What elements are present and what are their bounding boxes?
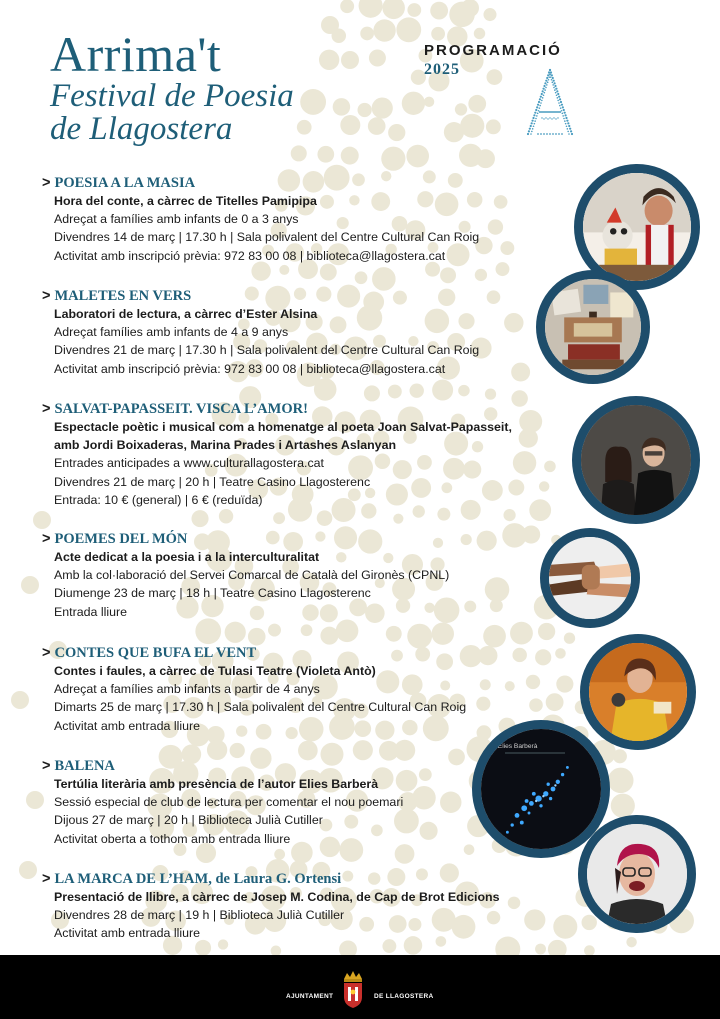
event-title [42, 530, 542, 548]
event-title [42, 757, 542, 775]
programme-label: PROGRAMACIÓ [424, 42, 562, 59]
event-title-text: POEMES DEL MÓN [54, 531, 188, 547]
festival-subtitle-line-2: de Llagostera [50, 111, 233, 147]
event-description: Contes i faules, a càrrec de Tulasi Teatre (Violeta Antò) [54, 664, 376, 678]
event-description: Espectacle poètic i musical com a homenatge al poeta Joan Salvat-Papasseit, [54, 420, 512, 434]
event-registration: Activitat amb inscripció prèvia: 972 83 00 08 | biblioteca@llagostera.cat [54, 248, 446, 263]
event-date-venue: Divendres 14 de març | 17.30 h | Sala polivalent del Centre Cultural Can Roig [54, 230, 480, 245]
event-registration: Activitat amb inscripció prèvia: 972 83 00 08 | biblioteca@llagostera.cat [54, 361, 446, 376]
arrow-marker-icon: > [42, 531, 51, 547]
event-description: Tertúlia literària amb presència de l’autor Elies Barberà [54, 777, 379, 791]
town-crest-icon [339, 969, 367, 1009]
event-poemes-del-mon [42, 530, 542, 621]
event-date-venue: Dijous 27 de març | 20 h | Biblioteca Julià Cutiller [54, 813, 323, 828]
event-audience: Adreçat a famílies amb infants a partir de 4 anys [54, 682, 320, 697]
event-description: Presentació de llibre, a càrrec de Josep M. Codina, de Cap de Brot Edicions [54, 890, 500, 904]
arrow-marker-icon: > [42, 871, 51, 887]
event-poesia-a-la-masia [42, 174, 542, 265]
footer-text-right: DE LLAGOSTERA [374, 993, 434, 1000]
photo-storyteller [580, 634, 696, 750]
photo-suitcases [536, 270, 650, 384]
event-price: Entrada: 10 € (general) | 6 € (reduïda) [54, 492, 263, 507]
event-audience: Adreçat famílies amb infants de 4 a 9 anys [54, 325, 289, 340]
event-description: Acte dedicat a la poesia i a la interculturalitat [54, 550, 320, 564]
event-date-venue: Divendres 28 de març | 19 h | Biblioteca Julià Cutiller [54, 908, 345, 923]
book-cover-author: Elies Barberà [497, 743, 538, 751]
festival-title: Arrima't [50, 26, 222, 82]
event-title [42, 400, 542, 418]
event-entry: Activitat amb entrada lliure [54, 926, 201, 941]
programme-year: 2025 [424, 61, 460, 78]
event-title [42, 870, 542, 888]
event-entry: Activitat amb entrada lliure [54, 718, 201, 733]
photo-joined-hands [540, 528, 640, 628]
arrow-marker-icon: > [42, 758, 51, 774]
event-title-text: LA MARCA DE L’HAM, de Laura G. Ortensi [54, 871, 342, 887]
event-collaboration: Amb la col·laboració del Servei Comarcal de Català del Gironès (CPNL) [54, 568, 450, 583]
event-entry: Activitat oberta a tothom amb entrada lliure [54, 831, 291, 846]
event-title-text: MALETES EN VERS [54, 288, 192, 304]
event-la-marca-de-lham [42, 870, 542, 943]
event-tickets: Entrades anticipades a www.culturallagostera.cat [54, 456, 324, 471]
event-date-venue: Divendres 21 de març | 17.30 h | Sala polivalent del Centre Cultural Can Roig [54, 343, 480, 358]
event-title [42, 174, 542, 192]
arrow-marker-icon: > [42, 645, 51, 661]
event-description: Hora del conte, a càrrec de Titelles Pamipipa [54, 194, 317, 208]
arrow-marker-icon: > [42, 175, 51, 191]
event-date-venue: Divendres 21 de març | 20 h | Teatre Casino Llagosterenc [54, 474, 371, 489]
event-title-text: SALVAT-PAPASSEIT. VISCA L’AMOR! [54, 401, 308, 417]
festival-title-block [50, 28, 294, 146]
event-salvat-papasseit [42, 400, 542, 509]
event-date-venue: Diumenge 23 de març | 18 h | Teatre Casino Llagosterenc [54, 586, 371, 601]
event-performers: amb Jordi Boixaderas, Marina Prades i Artashes Aslanyan [54, 438, 397, 453]
event-title-text: CONTES QUE BUFA EL VENT [54, 645, 257, 661]
event-maletes-en-vers [42, 287, 542, 378]
event-date-venue: Dimarts 25 de març | 17.30 h | Sala polivalent del Centre Cultural Can Roig [54, 700, 467, 715]
festival-subtitle-line-1: Festival de Poesia [50, 78, 294, 114]
event-description: Laboratori de lectura, a càrrec d’Ester Alsina [54, 307, 318, 321]
event-title [42, 644, 542, 662]
event-balena [42, 757, 542, 848]
event-contes-que-bufa-el-vent [42, 644, 542, 735]
footer-bar [0, 955, 720, 1019]
dotted-letter-a-icon [522, 66, 578, 138]
footer-text-left: AJUNTAMENT [286, 993, 334, 1000]
event-title-text: POESIA A LA MASIA [54, 175, 196, 191]
event-audience: Adreçat a famílies amb infants de 0 a 3 anys [54, 212, 299, 227]
event-title-text: BALENA [54, 758, 115, 774]
photo-performers-portrait [572, 396, 700, 524]
event-entry: Entrada lliure [54, 604, 128, 619]
event-title [42, 287, 542, 305]
event-details: Sessió especial de club de lectura per comentar el nou poemari [54, 795, 404, 810]
photo-author-portrait [578, 815, 696, 933]
arrow-marker-icon: > [42, 401, 51, 417]
arrow-marker-icon: > [42, 288, 51, 304]
